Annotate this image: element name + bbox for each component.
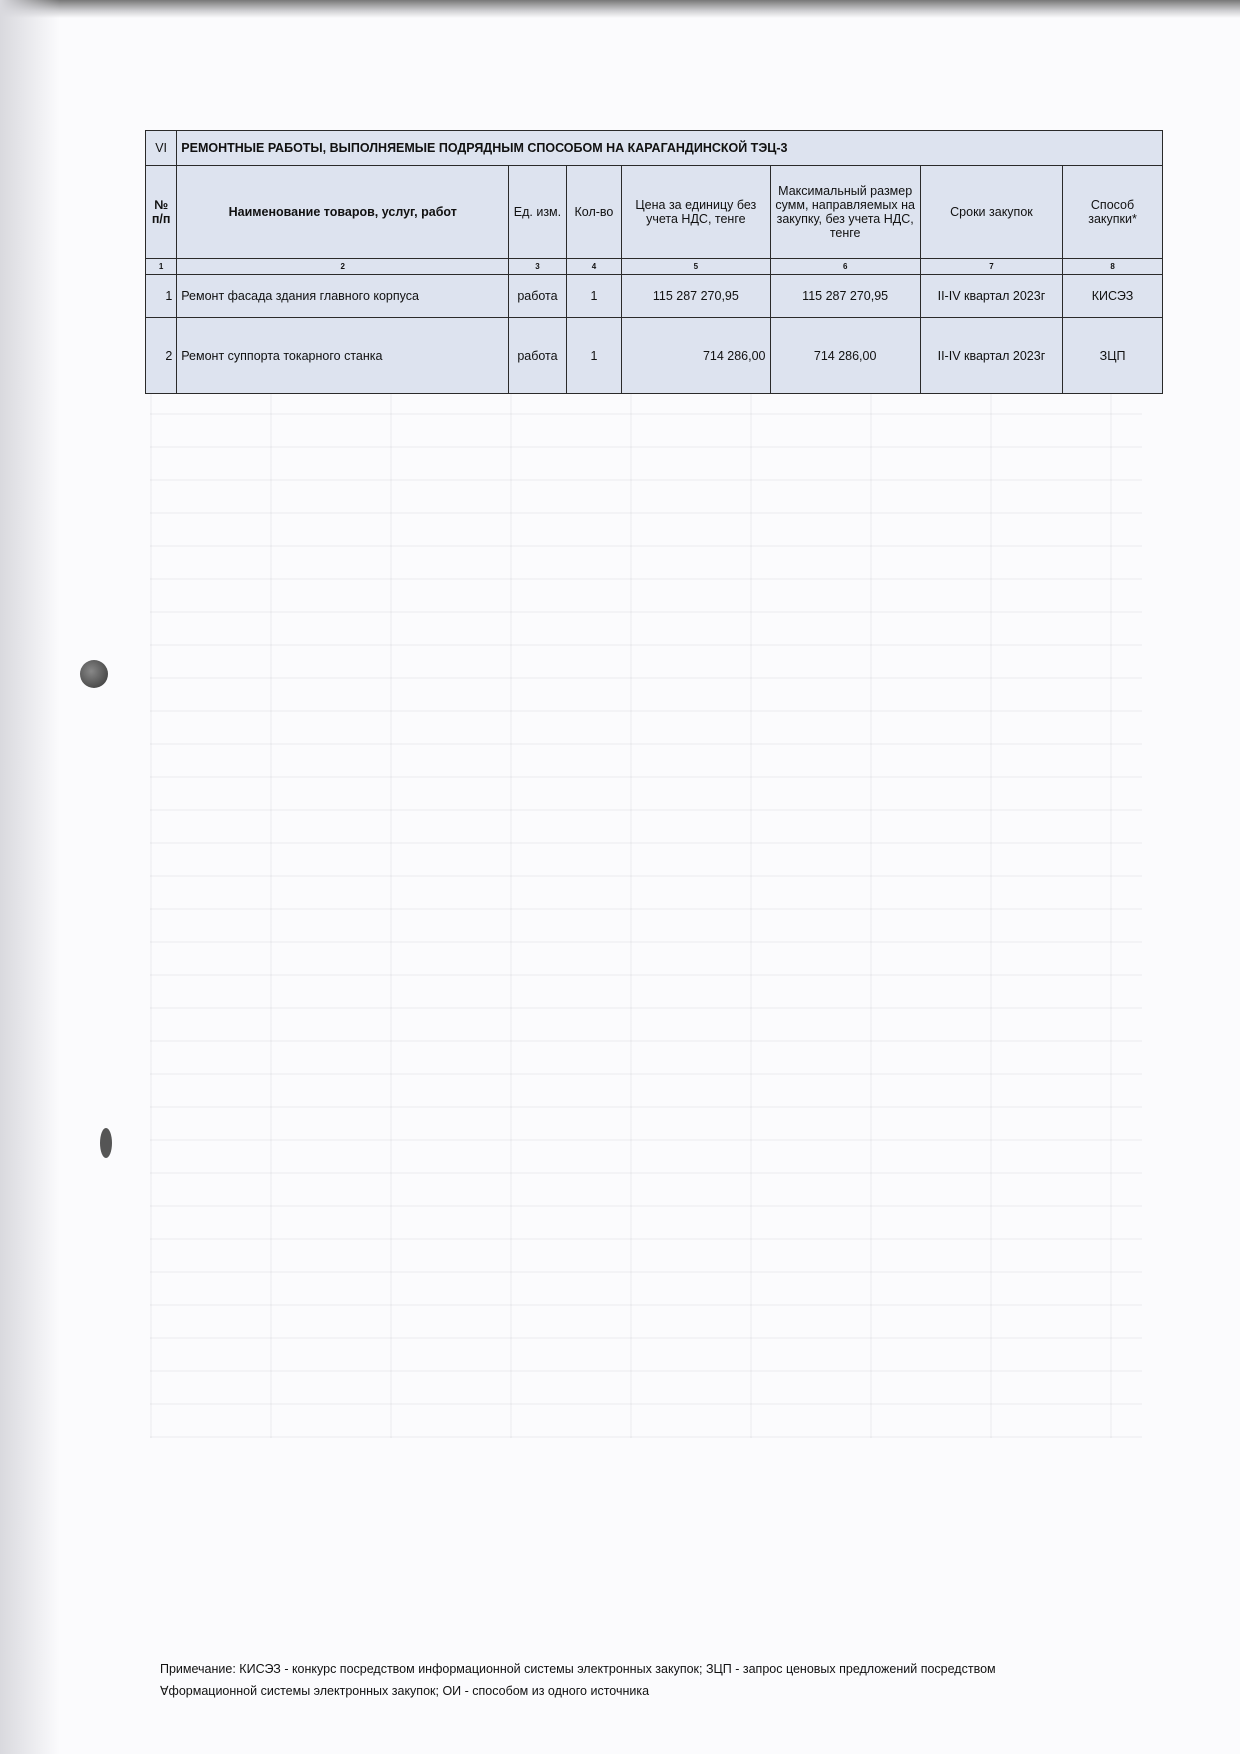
row-price: 714 286,00 (622, 318, 770, 394)
footnote-line: Ɐформационной системы электронных закупок; ОИ - способом из одного источника (160, 1684, 650, 1698)
column-number: 1 (146, 259, 177, 275)
header-row (146, 166, 1163, 259)
row-terms: II-IV квартал 2023г (920, 275, 1062, 318)
row-qty: 1 (566, 318, 621, 394)
row-num: 2 (146, 318, 177, 394)
column-number: 2 (177, 259, 509, 275)
row-num: 1 (146, 275, 177, 318)
header-method: Способ закупки* (1063, 166, 1163, 259)
row-price: 115 287 270,95 (622, 275, 770, 318)
column-number-row (146, 259, 1163, 275)
header-price: Цена за единицу без учета НДС, тенге (622, 166, 770, 259)
page-top-edge (0, 0, 1240, 18)
column-number: 8 (1063, 259, 1163, 275)
column-number: 3 (509, 259, 567, 275)
row-max-sum: 714 286,00 (770, 318, 920, 394)
footnote-line: Примечание: КИСЭЗ - конкурс посредством информационной системы электронных закупок; ЗЦП - запрос ценовых предложений посредством (160, 1662, 996, 1676)
row-terms: II-IV квартал 2023г (920, 318, 1062, 394)
column-number: 7 (920, 259, 1062, 275)
header-max-sum: Максимальный размер сумм, направляемых на закупку, без учета НДС, тенге (770, 166, 920, 259)
page-left-shadow (0, 0, 60, 1754)
header-num: № п/п (146, 166, 177, 259)
binder-hole-icon (100, 1128, 112, 1158)
procurement-table (145, 130, 1163, 394)
row-max-sum: 115 287 270,95 (770, 275, 920, 318)
column-number: 4 (566, 259, 621, 275)
header-terms: Сроки закупок (920, 166, 1062, 259)
footnote (160, 1658, 1120, 1702)
row-name: Ремонт суппорта токарного станка (177, 318, 509, 394)
row-qty: 1 (566, 275, 621, 318)
column-number: 5 (622, 259, 770, 275)
binder-hole-icon (80, 660, 108, 688)
row-method: КИСЭЗ (1063, 275, 1163, 318)
table-row (146, 318, 1163, 394)
bleed-through-table (150, 378, 1142, 1438)
header-qty: Кол-во (566, 166, 621, 259)
row-unit: работа (509, 318, 567, 394)
row-name: Ремонт фасада здания главного корпуса (177, 275, 509, 318)
header-unit: Ед. изм. (509, 166, 567, 259)
row-method: ЗЦП (1063, 318, 1163, 394)
table-row (146, 275, 1163, 318)
section-title: РЕМОНТНЫЕ РАБОТЫ, ВЫПОЛНЯЕМЫЕ ПОДРЯДНЫМ СПОСОБОМ НА КАРАГАНДИНСКОЙ ТЭЦ-3 (177, 131, 1163, 166)
section-row (146, 131, 1163, 166)
column-number: 6 (770, 259, 920, 275)
row-unit: работа (509, 275, 567, 318)
header-name: Наименование товаров, услуг, работ (177, 166, 509, 259)
section-number: VI (146, 131, 177, 166)
